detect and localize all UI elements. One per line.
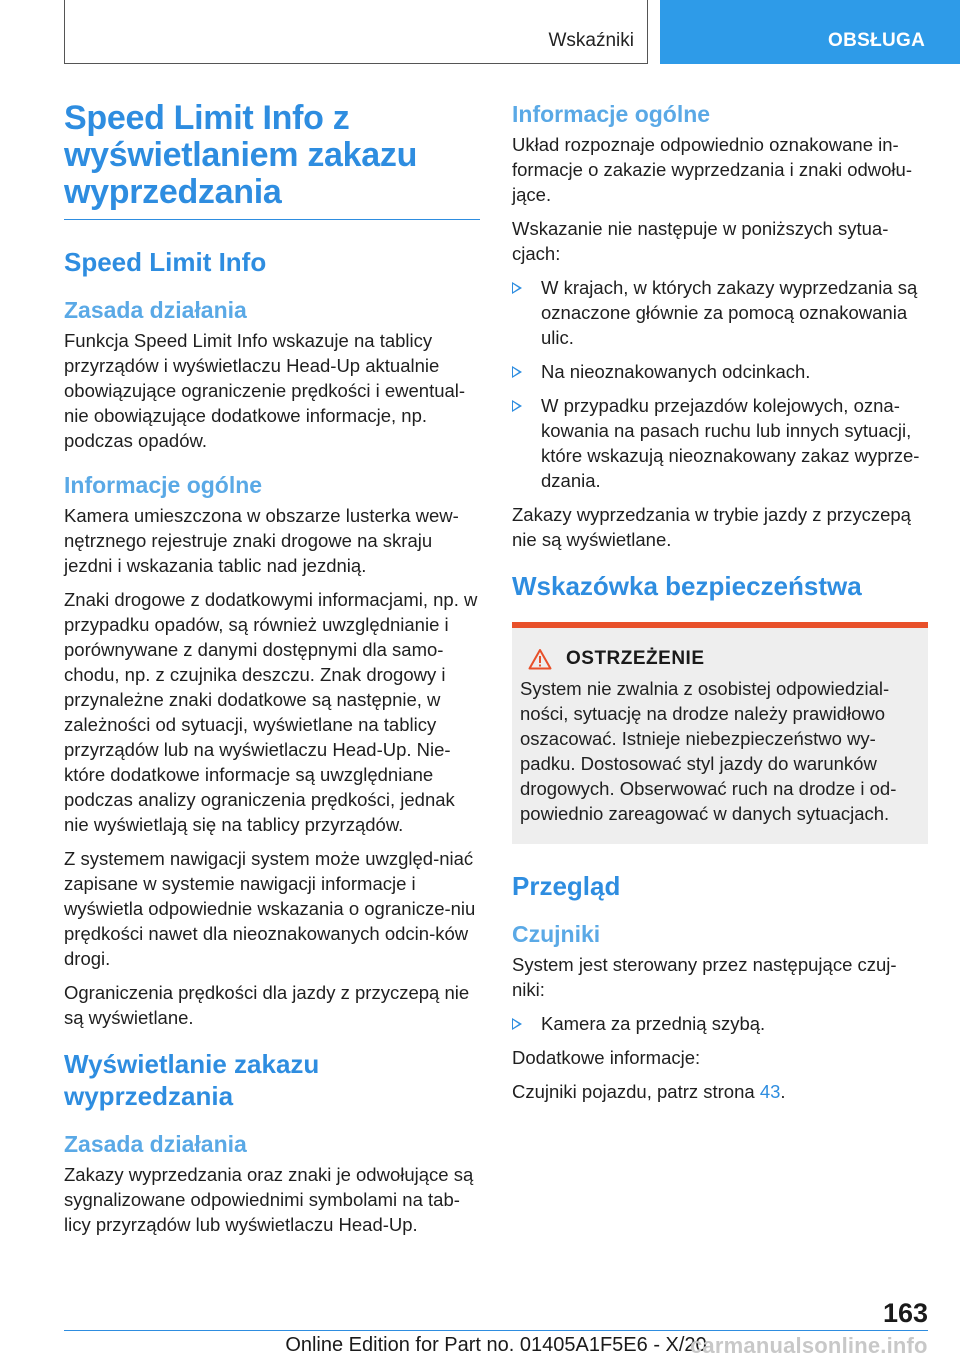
paragraph: Dodatkowe informacje: <box>512 1047 701 1068</box>
warning-text: System nie zwalnia z osobistej odpowiedzial-ności, sytuację na drodze należy prawidłowo oszacować. Istnieje niebezpieczeństwo wy-padku. Dostosować styl jazdy do warunków drogowych. Obserwować ruch na drodze i od-powiednio zareagować w danych sytuacjach. <box>520 678 897 824</box>
page-title: Speed Limit Info z wyświetlaniem zakazu wyprzedzania <box>64 100 480 220</box>
list-item: Na nieoznakowanych odcinkach. <box>512 359 928 384</box>
right-column <box>512 100 928 1104</box>
triangle-bullet-icon <box>512 366 522 378</box>
paragraph: Czujniki pojazdu, patrz strona 43. <box>512 1081 786 1102</box>
paragraph: Ograniczenia prędkości dla jazdy z przyczepą nie są wyświetlane. <box>64 982 470 1028</box>
heading-principle: Zasada działania <box>64 1131 247 1157</box>
watermark: carmanualsonline.info <box>690 1333 928 1358</box>
section-title: Wskaźniki <box>548 30 634 51</box>
warning-box <box>512 622 928 844</box>
warning-header <box>520 648 920 670</box>
paragraph: System jest sterowany przez następujące czuj-niki: <box>512 954 897 1000</box>
heading-no-overtaking: Wyświetlanie zakazu wyprzedzania <box>64 1049 320 1111</box>
list-item: W przypadku przejazdów kolejowych, ozna-kowania na pasach ruchu lub innych sytuacji, które wskazują nieoznakowany zakaz wyprze-dzania. <box>512 393 928 493</box>
heading-general-info: Informacje ogólne <box>512 101 711 127</box>
heading-general-info: Informacje ogólne <box>64 472 263 498</box>
heading-principle: Zasada działania <box>64 297 247 323</box>
heading-safety: Wskazówka bezpieczeństwa <box>512 571 862 601</box>
heading-sensors: Czujniki <box>512 921 601 947</box>
footer-divider <box>64 1330 928 1331</box>
chapter-tab[interactable]: OBSŁUGA <box>660 0 960 64</box>
heading-speed-limit-info: Speed Limit Info <box>64 247 267 277</box>
page-reference-link[interactable]: 43 <box>759 1081 781 1102</box>
bullet-list <box>512 1011 928 1036</box>
paragraph: Układ rozpoznaje odpowiednio oznakowane in-formacje o zakazie wyprzedzania i znaki odwołu-jące. <box>512 134 912 205</box>
warning-title: OSTRZEŻENIE <box>566 648 705 669</box>
paragraph: Wskazanie nie następuje w poniższych sytua-cjach: <box>512 218 889 264</box>
triangle-bullet-icon <box>512 400 522 412</box>
paragraph: Znaki drogowe z dodatkowymi informacjami, np. w przypadku opadów, są również uwzględnianie i porównywane z danymi dostępnymi dla samo-chodu, np. z czujnika deszczu. Znak drogowy i przynależne znaki dodatkowe są następnie, w zależności od sytuacji, wyświetlane na tablicy przyrządów lub na wyświetlaczu Head-Up. Nie-które dodatkowe informacje są uwzględniane podczas analizy ograniczenia prędkości, jednak nie wyświetlają się na tablicy przyrządów. <box>64 589 478 835</box>
heading-overview: Przegląd <box>512 871 621 901</box>
paragraph: Kamera umieszczona w obszarze lusterka wew-nętrznego rejestruje znaki drogowe na skraju jezdni i wskazania tablic nad jezdnią. <box>64 505 459 576</box>
triangle-bullet-icon <box>512 282 522 294</box>
triangle-bullet-icon <box>512 1018 522 1030</box>
list-item: W krajach, w których zakazy wyprzedzania są oznaczone głównie za pomocą oznakowania ulic. <box>512 275 928 350</box>
warning-triangle-icon <box>528 648 552 670</box>
page-number: 163 <box>882 1298 928 1328</box>
paragraph: Zakazy wyprzedzania w trybie jazdy z przyczepą nie są wyświetlane. <box>512 504 911 550</box>
list-item: Kamera za przednią szybą. <box>512 1011 928 1036</box>
edition-note: Online Edition for Part no. 01405A1F5E6 - X/20 <box>285 1334 707 1356</box>
bullet-list <box>512 275 928 493</box>
left-column <box>64 100 480 1237</box>
paragraph: Zakazy wyprzedzania oraz znaki je odwołujące są sygnalizowane odpowiednimi symbolami na tab-licy przyrządów lub wyświetlaczu Head-Up. <box>64 1164 474 1235</box>
paragraph: Z systemem nawigacji system może uwzględ-niać zapisane w systemie nawigacji informacje i wyświetla odpowiednie wskazania o ogranicze-niu prędkości nawet dla nieoznakowanych odcin-ków drogi. <box>64 848 476 969</box>
paragraph: Funkcja Speed Limit Info wskazuje na tablicy przyrządów i wyświetlaczu Head-Up aktualnie obowiązujące ograniczenie prędkości i ewentual-nie obowiązujące dodatkowe informacje, np. podczas opadów. <box>64 330 466 451</box>
